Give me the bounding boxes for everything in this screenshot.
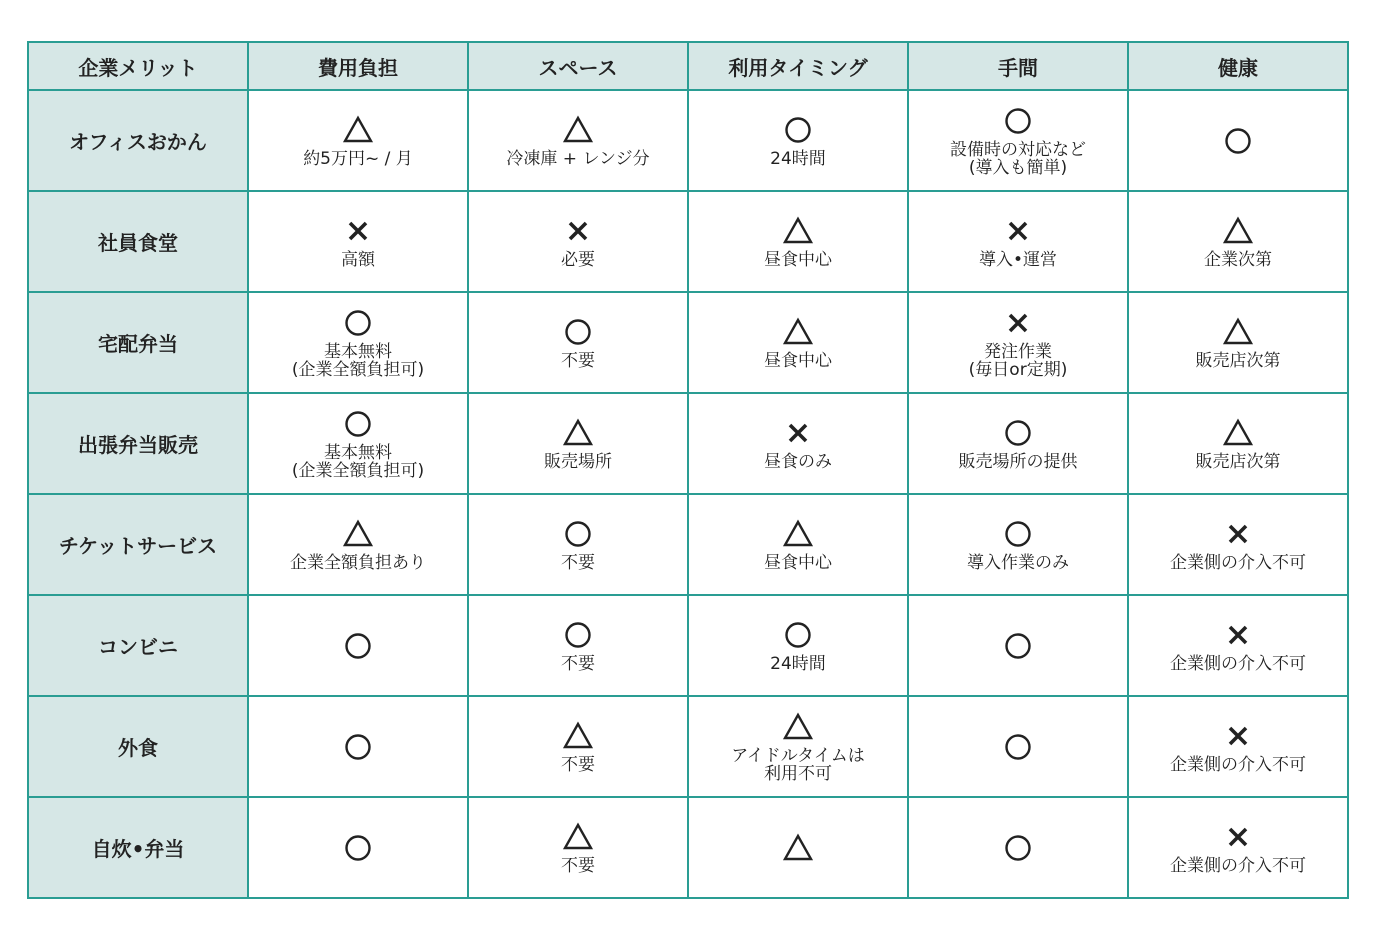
table-cell <box>908 191 1128 292</box>
table-cell <box>688 90 908 191</box>
cell-note: 高額 <box>341 250 375 270</box>
table-cell <box>688 494 908 595</box>
header-effort: 手間 <box>908 42 1128 90</box>
cell-note: 導入•運営 <box>978 250 1058 270</box>
comparison-table <box>27 41 1349 899</box>
cell-note: 販売店次第 <box>1195 452 1281 472</box>
circle-icon <box>341 730 375 764</box>
circle-icon <box>341 629 375 663</box>
cross-icon <box>1001 306 1035 340</box>
cell-note: 販売場所 <box>544 452 612 472</box>
triangle-icon <box>781 710 815 744</box>
cell-note: 24時間 <box>770 149 826 169</box>
cell-note: 導入作業のみ <box>967 553 1069 573</box>
table-cell <box>908 797 1128 898</box>
circle-icon <box>1001 831 1035 865</box>
circle-icon <box>341 306 375 340</box>
cell-note: 基本無料 (企業全額負担可) <box>291 443 425 481</box>
cell-note: 企業側の介入不可 <box>1170 553 1306 573</box>
cell-note: 企業次第 <box>1204 250 1272 270</box>
table-cell <box>1128 595 1348 696</box>
row-label: 出張弁当販売 <box>28 393 248 494</box>
triangle-icon <box>561 416 595 450</box>
cell-note: 不要 <box>561 856 595 876</box>
table-cell <box>908 494 1128 595</box>
cell-note: 24時間 <box>770 654 826 674</box>
circle-icon <box>561 517 595 551</box>
cell-note: 昼食のみ <box>764 452 832 472</box>
table-cell <box>248 696 468 797</box>
table-cell <box>248 292 468 393</box>
comparison-table-container <box>27 41 1349 899</box>
table-row <box>28 797 1348 898</box>
table-cell <box>908 393 1128 494</box>
table-cell <box>908 90 1128 191</box>
row-label: コンビニ <box>28 595 248 696</box>
circle-icon <box>561 618 595 652</box>
cell-note: 販売場所の提供 <box>958 452 1078 472</box>
table-cell <box>908 696 1128 797</box>
table-cell <box>688 595 908 696</box>
triangle-icon <box>561 113 595 147</box>
cell-note: 不要 <box>561 351 595 371</box>
table-cell <box>908 595 1128 696</box>
cell-note: 冷凍庫 + レンジ分 <box>506 149 650 169</box>
row-label: チケットサービス <box>28 494 248 595</box>
circle-icon <box>781 618 815 652</box>
table-cell <box>248 191 468 292</box>
table-row <box>28 595 1348 696</box>
row-label: オフィスおかん <box>28 90 248 191</box>
triangle-icon <box>781 315 815 349</box>
triangle-icon <box>1221 214 1255 248</box>
table-cell <box>468 90 688 191</box>
cell-note: 企業側の介入不可 <box>1170 856 1306 876</box>
table-cell <box>688 292 908 393</box>
circle-icon <box>1221 124 1255 158</box>
cell-note: 必要 <box>561 250 595 270</box>
table-cell <box>1128 494 1348 595</box>
triangle-icon <box>561 719 595 753</box>
cell-note: 昼食中心 <box>764 553 832 573</box>
table-cell <box>468 595 688 696</box>
triangle-icon <box>341 517 375 551</box>
cell-note: 設備時の対応など (導入も簡単) <box>950 140 1086 178</box>
cell-note: 昼食中心 <box>764 250 832 270</box>
cross-icon <box>561 214 595 248</box>
table-cell <box>1128 292 1348 393</box>
cell-note: 不要 <box>561 755 595 775</box>
triangle-icon <box>341 113 375 147</box>
table-cell <box>248 90 468 191</box>
row-label: 自炊•弁当 <box>28 797 248 898</box>
cell-note: アイドルタイムは 利用不可 <box>731 746 865 784</box>
cell-note: 不要 <box>561 553 595 573</box>
table-cell <box>688 393 908 494</box>
table-cell <box>1128 90 1348 191</box>
cross-icon <box>1001 214 1035 248</box>
table-row <box>28 90 1348 191</box>
cell-note: 不要 <box>561 654 595 674</box>
table-cell <box>248 393 468 494</box>
triangle-icon <box>1221 416 1255 450</box>
table-row <box>28 696 1348 797</box>
table-cell <box>688 797 908 898</box>
cell-note: 発注作業 (毎日or定期) <box>968 342 1068 380</box>
cross-icon <box>1221 719 1255 753</box>
table-cell <box>688 696 908 797</box>
table-row <box>28 494 1348 595</box>
triangle-icon <box>561 820 595 854</box>
circle-icon <box>341 831 375 865</box>
circle-icon <box>1001 517 1035 551</box>
table-row <box>28 292 1348 393</box>
cell-note: 販売店次第 <box>1195 351 1281 371</box>
cross-icon <box>1221 517 1255 551</box>
cross-icon <box>1221 618 1255 652</box>
table-row <box>28 393 1348 494</box>
table-row <box>28 191 1348 292</box>
circle-icon <box>1001 416 1035 450</box>
triangle-icon <box>781 214 815 248</box>
cell-note: 昼食中心 <box>764 351 832 371</box>
circle-icon <box>781 113 815 147</box>
table-cell <box>468 393 688 494</box>
circle-icon <box>1001 629 1035 663</box>
circle-icon <box>561 315 595 349</box>
row-label: 外食 <box>28 696 248 797</box>
table-cell <box>1128 797 1348 898</box>
cell-note: 企業側の介入不可 <box>1170 654 1306 674</box>
cross-icon <box>341 214 375 248</box>
header-merit: 企業メリット <box>28 42 248 90</box>
table-cell <box>468 191 688 292</box>
header-health: 健康 <box>1128 42 1348 90</box>
cell-note: 約5万円~ / 月 <box>303 149 413 169</box>
circle-icon <box>1001 104 1035 138</box>
table-cell <box>908 292 1128 393</box>
table-cell <box>1128 696 1348 797</box>
cell-note: 企業側の介入不可 <box>1170 755 1306 775</box>
cell-note: 基本無料 (企業全額負担可) <box>291 342 425 380</box>
triangle-icon <box>781 831 815 865</box>
header-space: スペース <box>468 42 688 90</box>
header-cost: 費用負担 <box>248 42 468 90</box>
table-cell <box>468 696 688 797</box>
cross-icon <box>1221 820 1255 854</box>
table-cell <box>468 494 688 595</box>
circle-icon <box>1001 730 1035 764</box>
header-row <box>28 42 1348 90</box>
cell-note: 企業全額負担あり <box>290 553 426 573</box>
table-cell <box>468 797 688 898</box>
row-label: 宅配弁当 <box>28 292 248 393</box>
row-label: 社員食堂 <box>28 191 248 292</box>
table-cell <box>248 494 468 595</box>
header-timing: 利用タイミング <box>688 42 908 90</box>
circle-icon <box>341 407 375 441</box>
table-cell <box>1128 393 1348 494</box>
table-cell <box>248 797 468 898</box>
triangle-icon <box>1221 315 1255 349</box>
table-cell <box>248 595 468 696</box>
triangle-icon <box>781 517 815 551</box>
table-cell <box>1128 191 1348 292</box>
table-cell <box>468 292 688 393</box>
table-cell <box>688 191 908 292</box>
cross-icon <box>781 416 815 450</box>
